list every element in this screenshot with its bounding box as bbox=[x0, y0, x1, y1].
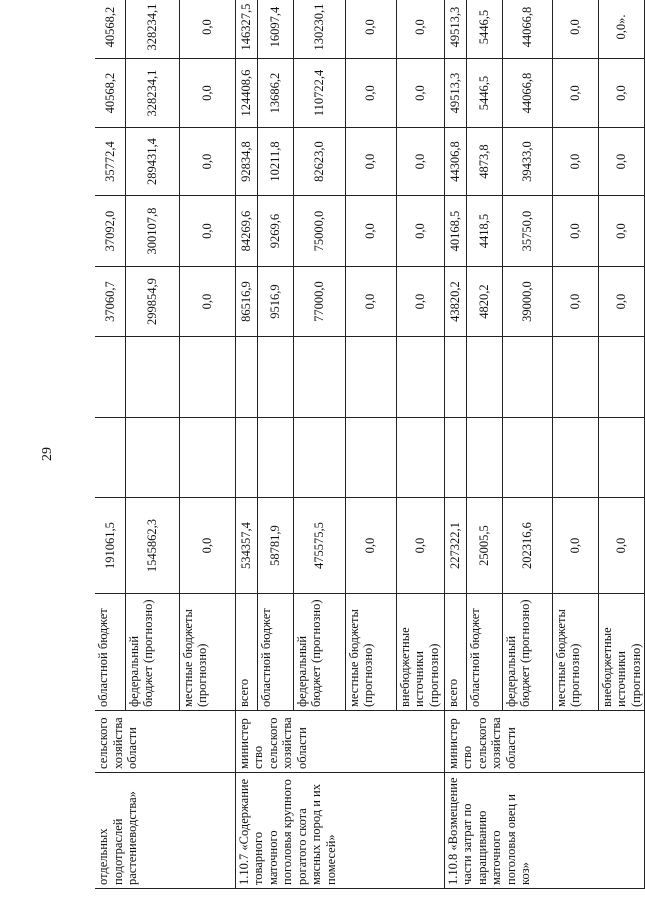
year-amount-cell bbox=[598, 418, 645, 498]
year-amount-cell: 0,0 bbox=[345, 0, 396, 59]
total-amount-cell: 227322,1 bbox=[444, 498, 466, 594]
year-amount-cell: 0,0 bbox=[598, 267, 645, 337]
year-amount-cell: 0,0 bbox=[552, 196, 598, 267]
total-amount-cell: 1545862,3 bbox=[125, 498, 179, 594]
year-amount-cell: 0,0 bbox=[345, 59, 396, 128]
year-amount-cell bbox=[444, 337, 466, 418]
year-amount-cell: 0,0 bbox=[345, 196, 396, 267]
executor-cell: министерство сельского хозяйства области bbox=[444, 711, 645, 773]
funding-source-cell: внебюджетные источники (прогнозно) bbox=[396, 594, 444, 711]
year-amount-cell bbox=[125, 418, 179, 498]
year-amount-cell: 4418,5 bbox=[466, 196, 502, 267]
year-amount-cell bbox=[598, 337, 645, 418]
year-amount-cell bbox=[95, 418, 125, 498]
total-amount-cell: 0,0 bbox=[179, 498, 235, 594]
year-amount-cell bbox=[293, 337, 345, 418]
year-amount-cell: 39433,0 bbox=[502, 128, 552, 196]
funding-source-cell: областной бюджет bbox=[466, 594, 502, 711]
year-amount-cell: 0,0 bbox=[598, 128, 645, 196]
funding-source-cell: местные бюджеты (прогнозно) bbox=[345, 594, 396, 711]
year-amount-cell: 75000,0 bbox=[293, 196, 345, 267]
year-amount-cell: 44306,8 bbox=[444, 128, 466, 196]
year-amount-cell: 10211,8 bbox=[257, 128, 293, 196]
year-amount-cell: 16097,4 bbox=[257, 0, 293, 59]
year-amount-cell: 0,0 bbox=[396, 267, 444, 337]
year-amount-cell: 40568,2 bbox=[95, 0, 125, 59]
year-amount-cell bbox=[345, 337, 396, 418]
year-amount-cell: 49513,3 bbox=[444, 59, 466, 128]
year-amount-cell: 0,0 bbox=[396, 59, 444, 128]
year-amount-cell bbox=[125, 337, 179, 418]
funding-source-cell: федеральный бюджет (прогнозно) bbox=[125, 594, 179, 711]
year-amount-cell: 0,0 bbox=[552, 0, 598, 59]
year-amount-cell: 77000,0 bbox=[293, 267, 345, 337]
year-amount-cell: 49513,3 bbox=[444, 0, 466, 59]
year-amount-cell: 0,0 bbox=[179, 267, 235, 337]
year-amount-cell: 0,0 bbox=[552, 267, 598, 337]
total-amount-cell: 202316,6 bbox=[502, 498, 552, 594]
year-amount-cell bbox=[179, 337, 235, 418]
funding-source-cell: внебюджетные источники (прогнозно) bbox=[598, 594, 645, 711]
total-amount-cell: 58781,9 bbox=[257, 498, 293, 594]
year-amount-cell: 4820,2 bbox=[466, 267, 502, 337]
year-amount-cell bbox=[466, 418, 502, 498]
funding-source-cell: местные бюджеты (прогнозно) bbox=[179, 594, 235, 711]
year-amount-cell: 0,0 bbox=[179, 59, 235, 128]
year-amount-cell bbox=[396, 418, 444, 498]
year-amount-cell: 146327,5 bbox=[235, 0, 257, 59]
measure-name-cell: 1.10.8 «Возмещение части затрат по наращиванию маточного поголовья овец и коз» bbox=[444, 773, 645, 889]
year-amount-cell: 0,0 bbox=[396, 128, 444, 196]
total-amount-cell: 0,0 bbox=[396, 498, 444, 594]
measure-name-cell: отдельных подотраслей растениеводства» bbox=[95, 773, 235, 889]
year-amount-cell: 0,0 bbox=[552, 128, 598, 196]
total-amount-cell: 191061,5 bbox=[95, 498, 125, 594]
funding-source-cell: всего bbox=[444, 594, 466, 711]
year-amount-cell: 5446,5 bbox=[466, 59, 502, 128]
budget-table-sheet bbox=[95, 3, 643, 889]
year-amount-cell bbox=[345, 418, 396, 498]
year-amount-cell: 35772,4 bbox=[95, 128, 125, 196]
funding-source-cell: федеральный бюджет (прогнозно) bbox=[502, 594, 552, 711]
year-amount-cell: 110722,4 bbox=[293, 59, 345, 128]
year-amount-cell: 13686,2 bbox=[257, 59, 293, 128]
year-amount-cell: 43820,2 bbox=[444, 267, 466, 337]
year-amount-cell: 0,0 bbox=[598, 59, 645, 128]
year-amount-cell bbox=[257, 337, 293, 418]
year-amount-cell: 4873,8 bbox=[466, 128, 502, 196]
year-amount-cell: 37092,0 bbox=[95, 196, 125, 267]
year-amount-cell: 9269,6 bbox=[257, 196, 293, 267]
year-amount-cell: 130230,1 bbox=[293, 0, 345, 59]
year-amount-cell: 86516,9 bbox=[235, 267, 257, 337]
year-amount-cell: 39000,0 bbox=[502, 267, 552, 337]
year-amount-cell: 0,0 bbox=[345, 128, 396, 196]
year-amount-cell: 0,0 bbox=[396, 0, 444, 59]
year-amount-cell: 40568,2 bbox=[95, 59, 125, 128]
year-amount-cell: 35750,0 bbox=[502, 196, 552, 267]
year-amount-cell: 328234,1 bbox=[125, 0, 179, 59]
year-amount-cell bbox=[293, 418, 345, 498]
year-amount-cell: 44066,8 bbox=[502, 59, 552, 128]
year-amount-cell bbox=[179, 418, 235, 498]
year-amount-cell: 92834,8 bbox=[235, 128, 257, 196]
year-amount-cell bbox=[396, 337, 444, 418]
funding-source-cell: федеральный бюджет (прогнозно) bbox=[293, 594, 345, 711]
year-amount-cell: 328234,1 bbox=[125, 59, 179, 128]
year-amount-cell: 84269,6 bbox=[235, 196, 257, 267]
executor-cell: министерство сельского хозяйства области bbox=[235, 711, 444, 773]
table-body bbox=[95, 0, 645, 889]
year-amount-cell bbox=[235, 337, 257, 418]
year-amount-cell: 0,0 bbox=[598, 196, 645, 267]
year-amount-cell: 37060,7 bbox=[95, 267, 125, 337]
year-amount-cell bbox=[466, 337, 502, 418]
year-amount-cell: 5446,5 bbox=[466, 0, 502, 59]
year-amount-cell bbox=[502, 418, 552, 498]
year-amount-cell bbox=[552, 337, 598, 418]
year-amount-cell: 40168,5 bbox=[444, 196, 466, 267]
year-amount-cell: 289431,4 bbox=[125, 128, 179, 196]
year-amount-cell bbox=[95, 337, 125, 418]
year-amount-cell: 124408,6 bbox=[235, 59, 257, 128]
table-row bbox=[444, 0, 466, 889]
year-amount-cell: 0,0 bbox=[396, 196, 444, 267]
year-amount-cell bbox=[502, 337, 552, 418]
year-amount-cell bbox=[257, 418, 293, 498]
budget-table bbox=[95, 0, 645, 889]
total-amount-cell: 0,0 bbox=[345, 498, 396, 594]
year-amount-cell: 0,0 bbox=[179, 196, 235, 267]
year-amount-cell: 44066,8 bbox=[502, 0, 552, 59]
year-amount-cell bbox=[444, 418, 466, 498]
table-row bbox=[235, 0, 257, 889]
year-amount-cell bbox=[235, 418, 257, 498]
funding-source-cell: местные бюджеты (прогнозно) bbox=[552, 594, 598, 711]
year-amount-cell: 299854,9 bbox=[125, 267, 179, 337]
total-amount-cell: 475575,5 bbox=[293, 498, 345, 594]
year-amount-cell: 0,0». bbox=[598, 0, 645, 59]
executor-cell: сельского хозяйства области bbox=[95, 711, 235, 773]
table-row bbox=[95, 0, 125, 889]
measure-name-cell: 1.10.7 «Содержание товарного маточного поголовья крупного рогатого скота мясных пород и их помесей» bbox=[235, 773, 444, 889]
total-amount-cell: 0,0 bbox=[552, 498, 598, 594]
year-amount-cell: 300107,8 bbox=[125, 196, 179, 267]
year-amount-cell: 0,0 bbox=[179, 128, 235, 196]
total-amount-cell: 0,0 bbox=[598, 498, 645, 594]
total-amount-cell: 534357,4 bbox=[235, 498, 257, 594]
funding-source-cell: всего bbox=[235, 594, 257, 711]
page-number: 29 bbox=[40, 447, 55, 461]
funding-source-cell: областной бюджет bbox=[95, 594, 125, 711]
total-amount-cell: 25005,5 bbox=[466, 498, 502, 594]
year-amount-cell: 9516,9 bbox=[257, 267, 293, 337]
year-amount-cell bbox=[552, 418, 598, 498]
funding-source-cell: областной бюджет bbox=[257, 594, 293, 711]
year-amount-cell: 82623,0 bbox=[293, 128, 345, 196]
year-amount-cell: 0,0 bbox=[552, 59, 598, 128]
year-amount-cell: 0,0 bbox=[179, 0, 235, 59]
year-amount-cell: 0,0 bbox=[345, 267, 396, 337]
